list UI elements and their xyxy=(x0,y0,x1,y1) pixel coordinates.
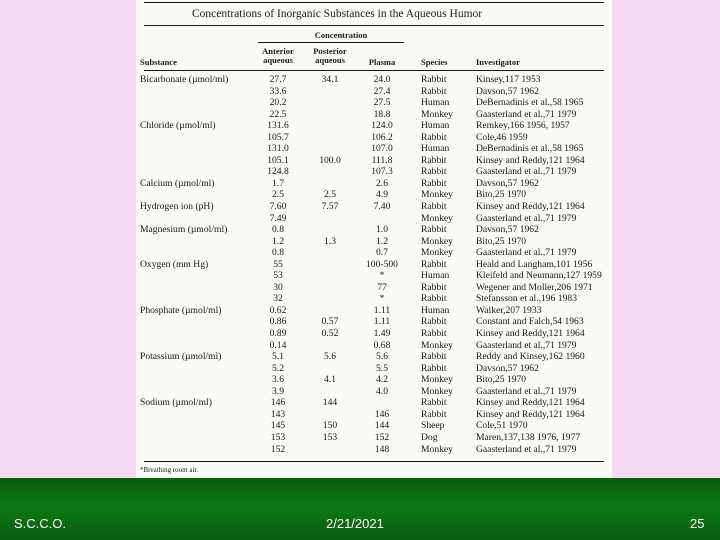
species-cell: Sheep xyxy=(421,420,445,432)
posterior-cell: 144 xyxy=(322,397,338,409)
plasma-cell: 5.6 xyxy=(376,351,388,363)
anterior-cell: 22.5 xyxy=(269,108,287,120)
species-cell: Monkey xyxy=(421,374,453,386)
table-body xyxy=(136,74,612,455)
substance-cell: Chloride (µmol/ml) xyxy=(140,120,216,132)
posterior-cell: 153 xyxy=(322,431,338,443)
table-row xyxy=(136,155,612,167)
table-row xyxy=(136,74,612,86)
species-cell: Rabbit xyxy=(421,281,447,293)
species-header: Species xyxy=(421,57,448,67)
table-row xyxy=(136,143,612,155)
investigator-cell: Remkey,166 1956, 1957 xyxy=(476,120,570,132)
anterior-cell: 105.1 xyxy=(267,154,289,166)
table-row xyxy=(136,224,612,236)
species-cell: Rabbit xyxy=(421,154,447,166)
investigator-cell: Gaasterland et al.,71 1979 xyxy=(476,443,577,455)
table-title: Concentrations of Inorganic Substances in the Aqueous Humor xyxy=(192,8,483,20)
table-row xyxy=(136,166,612,178)
plasma-cell: 27.5 xyxy=(373,97,391,109)
posterior-cell: 34.1 xyxy=(321,74,339,85)
anterior-cell: 0.62 xyxy=(269,304,287,316)
plasma-cell: 5.5 xyxy=(376,362,388,374)
table-row xyxy=(136,178,612,190)
table-row xyxy=(136,305,612,317)
top-rule xyxy=(144,2,604,3)
table-row xyxy=(136,363,612,375)
table-card xyxy=(136,0,612,478)
anterior-cell: 145 xyxy=(270,420,286,432)
footer-organization: S.C.C.O. xyxy=(14,516,67,531)
substance-header: Substance xyxy=(140,57,177,67)
investigator-cell: Reddy and Kinsey,162 1960 xyxy=(476,351,585,363)
investigator-cell: Wegener and Moller,206 1971 xyxy=(476,281,593,293)
investigator-cell: Gaasterland et al.,71 1979 xyxy=(476,247,577,259)
slide-footer xyxy=(0,478,720,540)
table-row xyxy=(136,374,612,386)
plasma-cell: 106.2 xyxy=(371,131,393,143)
investigator-cell: Kinsey,117 1953 xyxy=(476,74,541,85)
investigator-cell: Kinsey and Reddy,121 1964 xyxy=(476,328,585,340)
substance-cell: Phosphate (µmol/ml) xyxy=(140,304,222,316)
investigator-cell: Kinsey and Reddy,121 1964 xyxy=(476,154,585,166)
species-cell: Rabbit xyxy=(421,362,447,374)
table-row xyxy=(136,86,612,98)
plasma-cell: 27.4 xyxy=(373,85,391,97)
investigator-cell: Constant and Falch,54 1963 xyxy=(476,316,584,328)
plasma-cell: 1.2 xyxy=(376,235,388,247)
plasma-cell: 24.0 xyxy=(373,74,391,85)
investigator-cell: Davson,57 1962 xyxy=(476,85,539,97)
anterior-cell: 0.89 xyxy=(269,328,287,340)
anterior-cell: 146 xyxy=(270,397,286,409)
investigator-cell: Gaasterland et al.,71 1979 xyxy=(476,166,577,178)
substance-cell: Hydrogen ion (pH) xyxy=(140,201,214,213)
anterior-cell: 152 xyxy=(270,443,286,455)
anterior-cell: 20.2 xyxy=(269,97,287,109)
species-cell: Dog xyxy=(421,431,438,443)
posterior-cell: 1.3 xyxy=(324,235,336,247)
anterior-cell: 153 xyxy=(270,431,286,443)
table-row xyxy=(136,132,612,144)
investigator-cell: DeBernadinis et al.,58 1965 xyxy=(476,97,584,109)
plasma-cell: 111.8 xyxy=(371,154,393,166)
concentration-rule xyxy=(258,42,404,43)
species-cell: Rabbit xyxy=(421,85,447,97)
investigator-cell: Maren,137,138 1976, 1977 xyxy=(476,431,581,443)
table-row xyxy=(136,189,612,201)
investigator-cell: Cole,46 1959 xyxy=(476,131,528,143)
anterior-header: Anterior aqueous xyxy=(262,46,294,65)
table-row xyxy=(136,109,612,121)
plasma-cell: 1.11 xyxy=(373,316,391,328)
table-row xyxy=(136,328,612,340)
anterior-cell: 30 xyxy=(273,281,283,293)
species-cell: Monkey xyxy=(421,339,453,351)
anterior-cell: 143 xyxy=(270,408,286,420)
investigator-cell: Bito,25 1970 xyxy=(476,189,527,201)
investigator-cell: Bito,25 1970 xyxy=(476,235,527,247)
table-row xyxy=(136,259,612,271)
anterior-cell: 1.7 xyxy=(272,177,284,189)
investigator-cell: Gaasterland et al.,71 1979 xyxy=(476,212,577,224)
investigator-cell: Gaasterland et al.,71 1979 xyxy=(476,339,577,351)
plasma-cell: 0.7 xyxy=(376,247,388,259)
species-cell: Rabbit xyxy=(421,293,447,305)
posterior-header: Posterior aqueous xyxy=(313,46,347,65)
plasma-cell: 146 xyxy=(374,408,390,420)
footer-page-number: 25 xyxy=(690,516,705,531)
anterior-cell: 5.1 xyxy=(272,351,284,363)
species-cell: Rabbit xyxy=(421,177,447,189)
plasma-cell: 144 xyxy=(374,420,390,432)
investigator-cell: Cole,51 1970 xyxy=(476,420,528,432)
anterior-cell: 55 xyxy=(273,258,283,270)
table-row xyxy=(136,316,612,328)
anterior-cell: 32 xyxy=(273,293,283,305)
substance-cell: Oxygen (mm Hg) xyxy=(140,258,209,270)
substance-cell: Calcium (µmol/ml) xyxy=(140,177,215,189)
posterior-cell: 0.52 xyxy=(321,328,339,340)
investigator-cell: Kinsey and Reddy,121 1964 xyxy=(476,408,585,420)
investigator-cell: Kleifeld and Neumann,127 1959 xyxy=(476,270,602,282)
anterior-cell: 3.9 xyxy=(272,385,284,397)
species-cell: Rabbit xyxy=(421,397,447,409)
plasma-cell: 7.40 xyxy=(373,201,391,213)
table-row xyxy=(136,247,612,259)
plasma-cell: 4.2 xyxy=(376,374,388,386)
species-cell: Rabbit xyxy=(421,74,447,85)
table-row xyxy=(136,351,612,363)
bottom-rule xyxy=(144,461,604,462)
title-rule xyxy=(144,25,604,26)
posterior-cell: 7.57 xyxy=(321,201,339,213)
plasma-cell: 4.9 xyxy=(376,189,388,201)
species-cell: Rabbit xyxy=(421,408,447,420)
anterior-cell: 131.6 xyxy=(267,120,289,132)
table-row xyxy=(136,282,612,294)
investigator-cell: Walker,207 1933 xyxy=(476,304,542,316)
investigator-cell: Davson,57 1962 xyxy=(476,362,539,374)
species-cell: Monkey xyxy=(421,212,453,224)
footer-date: 2/21/2021 xyxy=(326,516,384,531)
anterior-cell: 0.14 xyxy=(269,339,287,351)
investigator-cell: Kinsey and Reddy,121 1964 xyxy=(476,201,585,213)
anterior-cell: 7.60 xyxy=(269,201,287,213)
anterior-cell: 7.49 xyxy=(269,212,287,224)
anterior-cell: 124.8 xyxy=(267,166,289,178)
footnote: *Breathing room air. xyxy=(140,466,199,474)
species-cell: Monkey xyxy=(421,247,453,259)
plasma-cell: 152 xyxy=(374,431,390,443)
investigator-cell: DeBernadinis et al.,58 1965 xyxy=(476,143,584,155)
plasma-cell: 18.8 xyxy=(373,108,391,120)
plasma-cell: 0.68 xyxy=(373,339,391,351)
plasma-cell: 148 xyxy=(374,443,390,455)
table-row xyxy=(136,270,612,282)
investigator-cell: Gaasterland et al.,71 1979 xyxy=(476,108,577,120)
species-cell: Rabbit xyxy=(421,328,447,340)
species-cell: Rabbit xyxy=(421,166,447,178)
species-cell: Human xyxy=(421,270,450,282)
table-row xyxy=(136,236,612,248)
plasma-cell: 107.0 xyxy=(371,143,393,155)
posterior-cell: 0.57 xyxy=(321,316,339,328)
table-row xyxy=(136,201,612,213)
table-row xyxy=(136,213,612,225)
table-row xyxy=(136,340,612,352)
table-row xyxy=(136,432,612,444)
species-cell: Human xyxy=(421,97,450,109)
investigator-cell: Kinsey and Reddy,121 1964 xyxy=(476,397,585,409)
table-row xyxy=(136,397,612,409)
plasma-cell: 1.11 xyxy=(373,304,391,316)
plasma-cell: 4.0 xyxy=(376,385,388,397)
substance-cell: Bicarbonate (µmol/ml) xyxy=(140,74,229,85)
posterior-cell: 2.5 xyxy=(324,189,336,201)
species-cell: Monkey xyxy=(421,235,453,247)
species-cell: Monkey xyxy=(421,189,453,201)
species-cell: Monkey xyxy=(421,443,453,455)
anterior-cell: 1.2 xyxy=(272,235,284,247)
species-cell: Rabbit xyxy=(421,351,447,363)
anterior-cell: 53 xyxy=(273,270,283,282)
investigator-cell: Davson,57 1962 xyxy=(476,177,539,189)
header-rule xyxy=(144,70,604,71)
table-row xyxy=(136,386,612,398)
table-row xyxy=(136,420,612,432)
species-cell: Monkey xyxy=(421,108,453,120)
plasma-cell: 77 xyxy=(377,281,387,293)
anterior-cell: 131.0 xyxy=(267,143,289,155)
concentration-header: Concentration xyxy=(314,30,368,40)
investigator-cell: Gaasterland et al.,71 1979 xyxy=(476,385,577,397)
posterior-cell: 100.0 xyxy=(319,154,341,166)
anterior-cell: 0.86 xyxy=(269,316,287,328)
anterior-cell: 33.6 xyxy=(269,85,287,97)
investigator-cell: Stefansson et al.,196 1983 xyxy=(476,293,577,305)
substance-cell: Magnesium (µmol/ml) xyxy=(140,224,228,236)
anterior-cell: 3.6 xyxy=(272,374,284,386)
species-cell: Rabbit xyxy=(421,258,447,270)
investigator-cell: Davson,57 1962 xyxy=(476,224,539,236)
table-row xyxy=(136,409,612,421)
table-row xyxy=(136,293,612,305)
anterior-cell: 0.8 xyxy=(272,247,284,259)
anterior-cell: 105.7 xyxy=(267,131,289,143)
species-cell: Rabbit xyxy=(421,224,447,236)
substance-cell: Potassium (µmol/ml) xyxy=(140,351,222,363)
plasma-header: Plasma xyxy=(368,57,396,67)
posterior-cell: 4.1 xyxy=(324,374,336,386)
plasma-cell: 100-500 xyxy=(366,258,398,270)
species-cell: Rabbit xyxy=(421,316,447,328)
table-row xyxy=(136,444,612,456)
plasma-cell: 1.0 xyxy=(376,224,388,236)
anterior-cell: 2.5 xyxy=(272,189,284,201)
anterior-cell: 0.8 xyxy=(272,224,284,236)
plasma-cell: 124.0 xyxy=(371,120,393,132)
posterior-cell: 150 xyxy=(322,420,338,432)
anterior-cell: 5.2 xyxy=(272,362,284,374)
species-cell: Rabbit xyxy=(421,131,447,143)
plasma-cell: 107.3 xyxy=(371,166,393,178)
table-row xyxy=(136,97,612,109)
species-cell: Human xyxy=(421,304,450,316)
plasma-cell: * xyxy=(379,293,385,305)
posterior-cell: 5.6 xyxy=(324,351,336,363)
plasma-cell: * xyxy=(379,270,385,282)
substance-cell: Sodium (µmol/ml) xyxy=(140,397,212,409)
species-cell: Human xyxy=(421,143,450,155)
species-cell: Monkey xyxy=(421,385,453,397)
investigator-header: Investigator xyxy=(476,57,520,67)
species-cell: Human xyxy=(421,120,450,132)
investigator-cell: Heald and Langham,101 1956 xyxy=(476,258,593,270)
plasma-cell: 1.49 xyxy=(373,328,391,340)
species-cell: Rabbit xyxy=(421,201,447,213)
anterior-cell: 27.7 xyxy=(269,74,287,85)
plasma-cell: 2.6 xyxy=(376,177,388,189)
investigator-cell: Bito,25 1970 xyxy=(476,374,527,386)
table-row xyxy=(136,120,612,132)
